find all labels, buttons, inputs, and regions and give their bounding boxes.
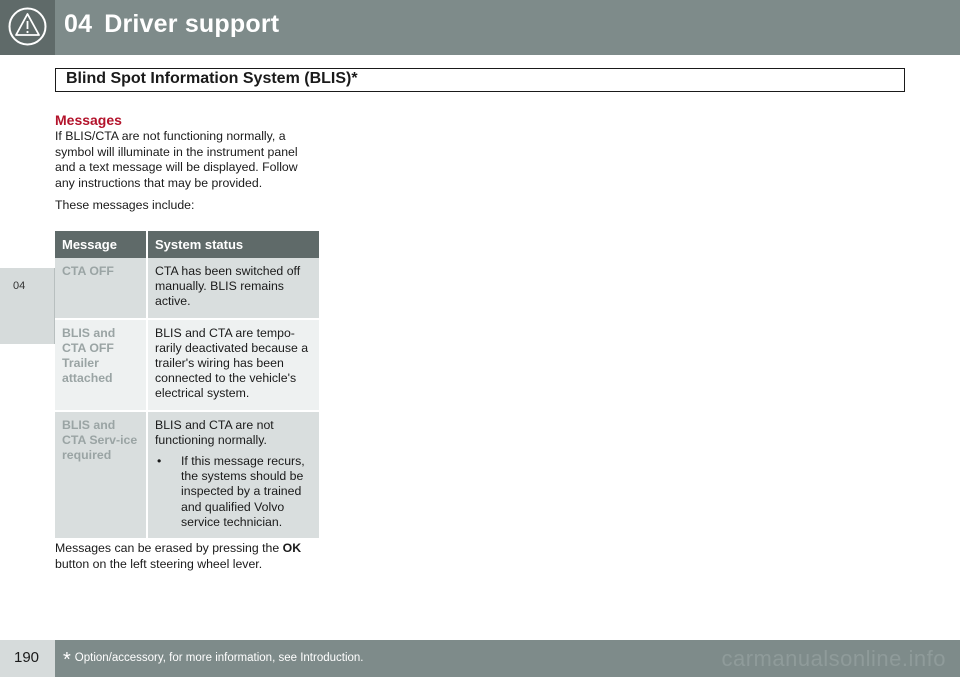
status-cell: CTA has been switched off manually. BLIS remains active.	[147, 258, 319, 319]
section-title: Blind Spot Information System (BLIS)*	[66, 70, 358, 87]
ok-button-label: OK	[282, 541, 302, 555]
messages-includes: These messages include:	[55, 198, 195, 212]
bullet-item	[155, 454, 312, 530]
status-cell: BLIS and CTA are tempo-rarily deactivated because a trailer's wiring has been connected to the vehicle's electrical system.	[147, 319, 319, 411]
page-number-box	[0, 640, 55, 677]
column-header-system-status: System status	[147, 231, 319, 258]
chapter-name: Driver support	[104, 10, 280, 38]
status-text: BLIS and CTA are not functioning normally.	[155, 417, 274, 447]
watermark: carmanualsonline.info	[721, 646, 946, 671]
erase-paragraph	[55, 541, 319, 572]
chapter-title	[64, 10, 279, 39]
section-title-box	[55, 68, 905, 92]
side-tab-label: 04	[13, 280, 26, 292]
erase-text-before: Messages can be erased by pressing the	[55, 541, 283, 555]
chapter-number: 04	[64, 10, 93, 38]
messages-section	[55, 112, 319, 221]
table-header-row	[55, 231, 319, 258]
chapter-header	[0, 0, 960, 55]
erase-text-after: button on the left steering wheel lever.	[55, 556, 263, 571]
table-row	[55, 258, 319, 319]
bullet-text: If this message recurs, the systems should be inspected by a trained and qualified Volvo service technician.	[181, 454, 305, 529]
page-footer	[0, 640, 960, 677]
messages-intro: If BLIS/CTA are not functioning normally, a symbol will illuminate in the instrument panel and a text message will be displayed. Follow any instructions that may be provided.	[55, 129, 298, 190]
table-row	[55, 411, 319, 538]
message-cell: BLIS and CTA OFF Trailer attached	[55, 319, 147, 411]
table-row	[55, 319, 319, 411]
page-number: 190	[14, 649, 40, 666]
footnote-text: Option/accessory, for more information, see Introduction.	[74, 652, 364, 664]
chapter-side-tab	[0, 268, 55, 344]
footnote	[63, 649, 364, 672]
warning-icon-box	[0, 0, 55, 55]
warning-triangle-icon	[7, 6, 48, 47]
message-cell: BLIS and CTA Serv-ice required	[55, 411, 147, 538]
column-header-message: Message	[55, 231, 147, 258]
status-cell	[147, 411, 319, 538]
footnote-star: *	[63, 649, 71, 671]
message-cell: CTA OFF	[55, 258, 147, 319]
messages-heading: Messages	[55, 112, 122, 128]
bullet-icon: •	[157, 454, 162, 469]
messages-table	[55, 231, 319, 538]
